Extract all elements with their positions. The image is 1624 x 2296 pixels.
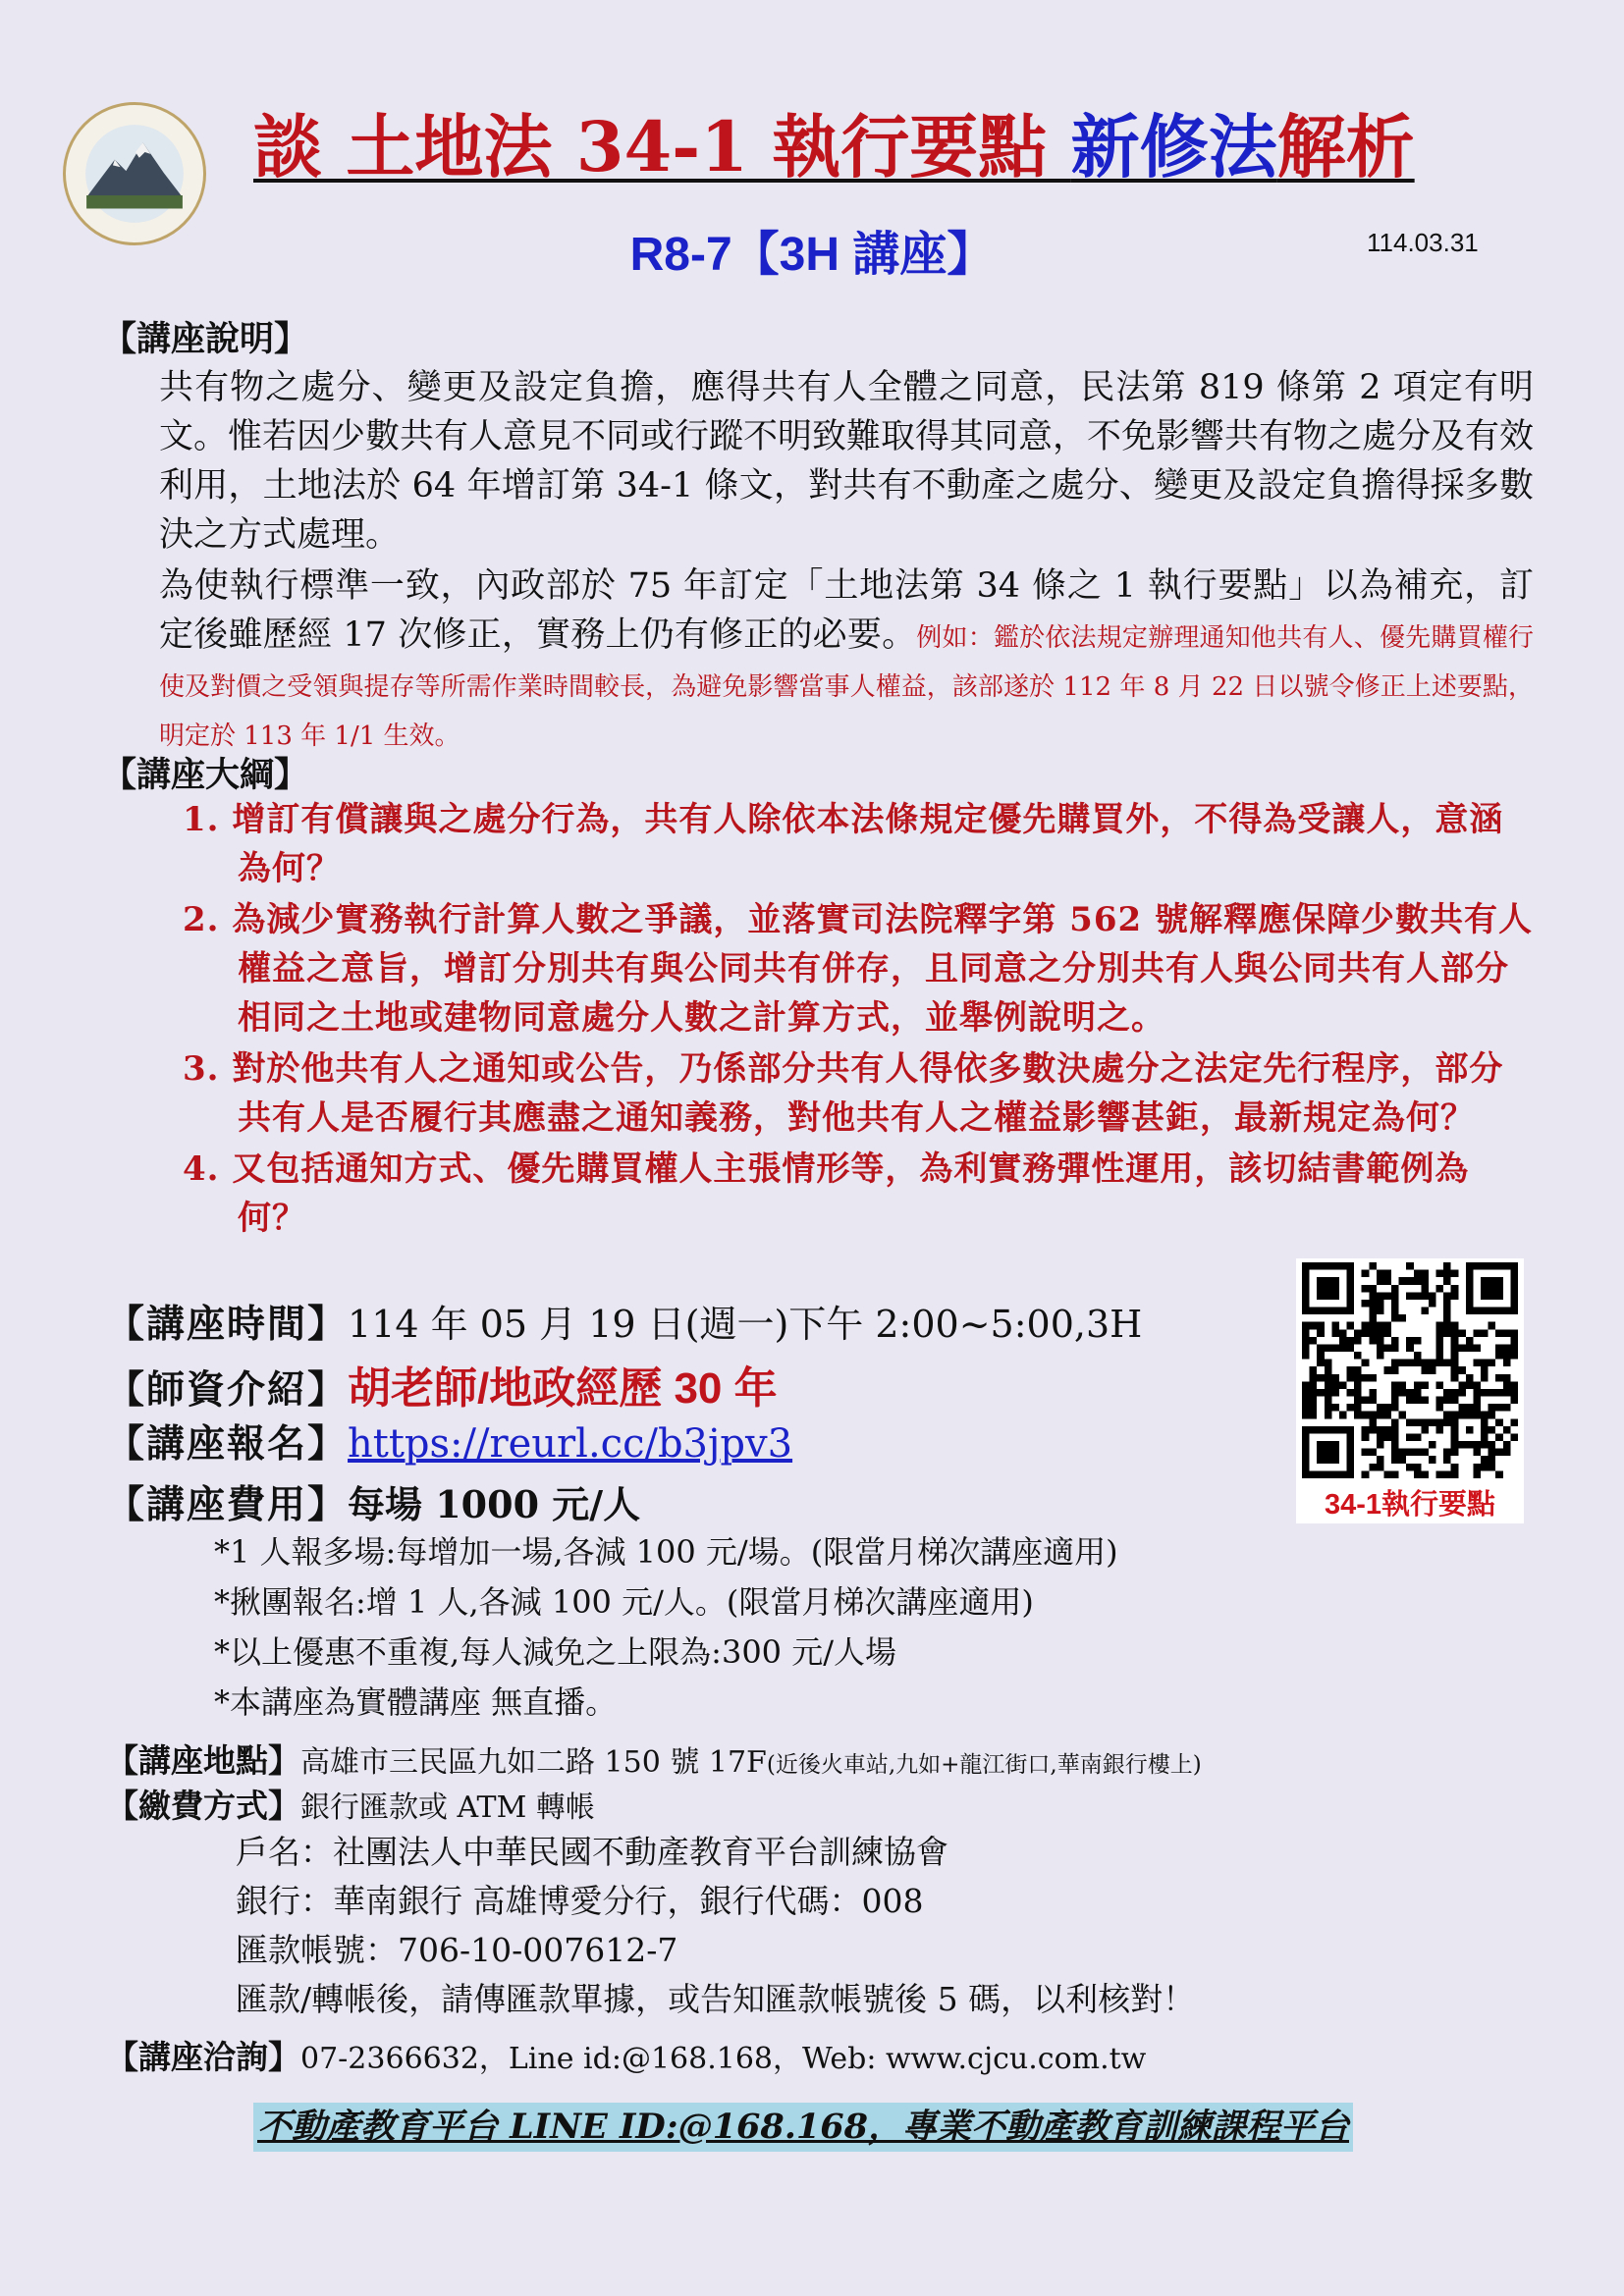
qr-caption: 34-1執行要點 [1324,1489,1496,1521]
teacher-row [106,1353,778,1415]
fee-note-4: *本講座為實體講座 無直播。 [214,1683,618,1721]
footer-banner: 不動產教育平台 LINE ID:@168.168，專業不動產教育訓練課程平台 [253,2103,1353,2152]
location-label: 【講座地點】 [106,1741,300,1780]
outline-heading: 【講座大綱】 [102,755,309,795]
signup-link[interactable]: https://reurl.cc/b3jpv3 [348,1421,793,1467]
payment-row [106,1781,595,1827]
description-note: 例如：鑑於依法規定辦理通知他共有人、優先購買權行使及對價之受領與提存等所需作業時間較長，為避免影響當事人權益，該部遂於 112 年 8 月 22 日以號令修正上述要點，明定於 113 年 1/1 生效。 [159,623,1534,751]
contact-row [106,2032,1146,2078]
bank-account-name: 戶名：社團法人中華民國不動產教育平台訓練協會 [236,1833,948,1871]
outline-item-4: 4. 又包括通知方式、優先購買權人主張情形等，為利實務彈性運用，該切結書範例為何？ [183,1149,1470,1238]
time-label: 【講座時間】 [106,1302,349,1347]
contact-label: 【講座洽詢】 [106,2038,300,2076]
time-row [106,1294,1142,1349]
title-end: 解析 [1276,106,1415,187]
contact-value: 07-2366632，Line id:@168.168，Web: www.cjcu.com.tw [300,2042,1147,2076]
fee-value: 每場 1000 元/人 [348,1482,641,1526]
fee-note-1: *1 人報多場:每增加一場,各減 100 元/場。(限當月梯次講座適用) [214,1533,1118,1571]
description-heading: 【講座說明】 [102,319,309,359]
payment-value: 銀行匯款或 ATM 轉帳 [300,1790,595,1825]
teacher-label: 【師資介紹】 [106,1367,349,1413]
teacher-value: 胡老師/地政經歷 30 年 [348,1364,778,1413]
description-paragraph-2 [159,561,1534,758]
bank-account-number: 匯款帳號：706-10-007612-7 [236,1931,678,1969]
fee-label: 【講座費用】 [106,1482,349,1527]
course-code: R8-7【3H 講座】 [629,229,995,281]
publish-date: 114.03.31 [1367,228,1479,257]
qr-code[interactable] [1296,1258,1524,1523]
location-value: 高雄市三民區九如二路 150 號 17F [300,1745,767,1780]
outline-list [183,795,1538,1245]
location-row [106,1735,1202,1782]
bank-instructions: 匯款/轉帳後，請傳匯款單據，或告知匯款帳號後 5 碼，以利核對！ [236,1980,1196,2018]
signup-row [106,1414,792,1468]
bank-name: 銀行：華南銀行 高雄博愛分行，銀行代碼：008 [236,1882,924,1920]
outline-item-1: 1. 增訂有償讓與之處分行為，共有人除依本法條規定優先購買外，不得為受讓人，意涵為何？ [183,800,1504,888]
fee-note-2: *揪團報名:增 1 人,各減 100 元/人。(限當月梯次講座適用) [214,1583,1034,1621]
signup-label: 【講座報名】 [106,1421,349,1467]
title-highlight: 新修法 [1070,106,1277,187]
time-value: 114 年 05 月 19 日(週一)下午 2:00~5:00,3H [348,1303,1143,1346]
title-main: 談 土地法 34-1 執行要點 [253,106,1071,187]
qr-code-icon [1302,1262,1518,1478]
fee-row [106,1474,640,1529]
description-paragraph-2-text: 為使執行標準一致，內政部於 75 年訂定「土地法第 34 條之 1 執行要點」以為補充，訂定後雖歷經 17 次修正，實務上仍有修正的必要。 [159,566,1534,655]
page-title [253,108,1451,187]
fee-note-3: *以上優惠不重複,每人減免之上限為:300 元/人場 [214,1633,896,1671]
outline-item-2: 2. 為減少實務執行計算人數之爭議，並落實司法院釋字第 562 號解釋應保障少數共有人權益之意旨，增訂分別共有與公同共有併存，且同意之分別共有人與公同共有人部分相同之土地或建物同意處分人數之計算方式，並舉例說明之。 [183,900,1533,1038]
fee-notes [214,1527,1118,1728]
location-note: (近後火車站,九如+龍江街口,華南銀行樓上) [766,1752,1202,1778]
outline-item-3: 3. 對於他共有人之通知或公告，乃係部分共有人得依多數決處分之法定先行程序，部分共有人是否履行其應盡之通知義務，對他共有人之權益影響甚鉅，最新規定為何？ [183,1049,1504,1138]
payment-label: 【繳費方式】 [106,1787,300,1825]
bank-info [236,1828,1195,2024]
description-paragraph-1: 共有物之處分、變更及設定負擔，應得共有人全體之同意，民法第 819 條第 2 項定有明文。惟若因少數共有人意見不同或行蹤不明致難取得其同意，不免影響共有物之處分及有效利用，土地法於 64 年增訂第 34-1 條文，對共有不動產之處分、變更及設定負擔得採多數決之方式處理。 [159,368,1535,555]
